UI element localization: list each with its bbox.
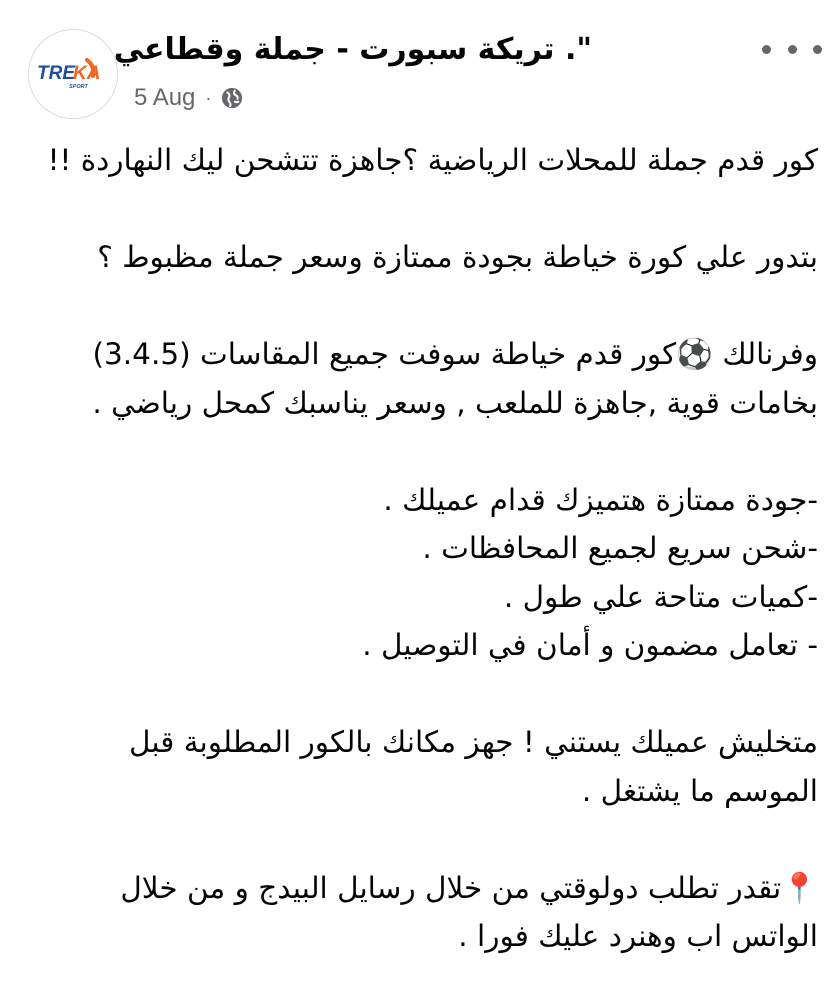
post-line: كور قدم جملة للمحلات الرياضية ؟جاهزة تتشحن ليك النهاردة !! bbox=[47, 143, 818, 177]
post-line: الموسم ما يشتغل . bbox=[581, 773, 818, 808]
post-line: الواتس اب وهنرد عليك فورا . bbox=[458, 919, 818, 953]
post-line: - تعامل مضمون و أمان في التوصيل . bbox=[362, 628, 818, 662]
post-line: -كميات متاحة علي طول . bbox=[503, 579, 818, 614]
globe-icon[interactable] bbox=[221, 87, 243, 109]
treka-sport-logo bbox=[29, 30, 117, 118]
svg-text:KA: KA bbox=[73, 63, 101, 84]
post-line: وفرنالك ⚽كور قدم خياطة سوفت جميع المقاسات (3.4.5) bbox=[92, 337, 818, 371]
post-line: -شحن سريع لجميع المحافظات . bbox=[422, 531, 818, 565]
paragraph-break bbox=[20, 815, 818, 864]
paragraph-break bbox=[20, 185, 818, 234]
post-line: 📍تقدر تطلب دولوقتي من خلال رسايل البيدج و من خلال bbox=[120, 870, 818, 905]
post-meta bbox=[134, 80, 243, 116]
more-options-icon bbox=[788, 45, 797, 54]
svg-text:TRE: TRE bbox=[37, 63, 75, 84]
post-header bbox=[0, 0, 838, 120]
paragraph-break bbox=[20, 427, 818, 476]
post-line: بخامات قوية ,جاهزة للملعب , وسعر يناسبك كمحل رياضي . bbox=[92, 385, 818, 420]
paragraph-break bbox=[20, 282, 818, 331]
post-text bbox=[20, 136, 818, 961]
post-line: -جودة ممتازة هتميزك قدام عميلك . bbox=[383, 482, 818, 517]
more-options-button[interactable] bbox=[762, 34, 822, 64]
page-name[interactable]: ". تريكة سبورت - جملة وقطاعي bbox=[113, 32, 592, 67]
post-line: بتدور علي كورة خياطة بجودة ممتازة وسعر جملة مظبوط ؟ bbox=[97, 240, 818, 274]
more-options-icon bbox=[762, 45, 771, 54]
post-date[interactable]: 5 Aug bbox=[134, 84, 196, 111]
paragraph-break bbox=[20, 670, 818, 719]
svg-text:SPORT: SPORT bbox=[69, 84, 88, 90]
post-line: متخليش عميلك يستني ! جهز مكانك بالكور المطلوبة قبل bbox=[128, 725, 818, 759]
more-options-icon bbox=[813, 45, 822, 54]
page-avatar[interactable] bbox=[28, 29, 118, 119]
meta-separator: · bbox=[205, 88, 212, 108]
